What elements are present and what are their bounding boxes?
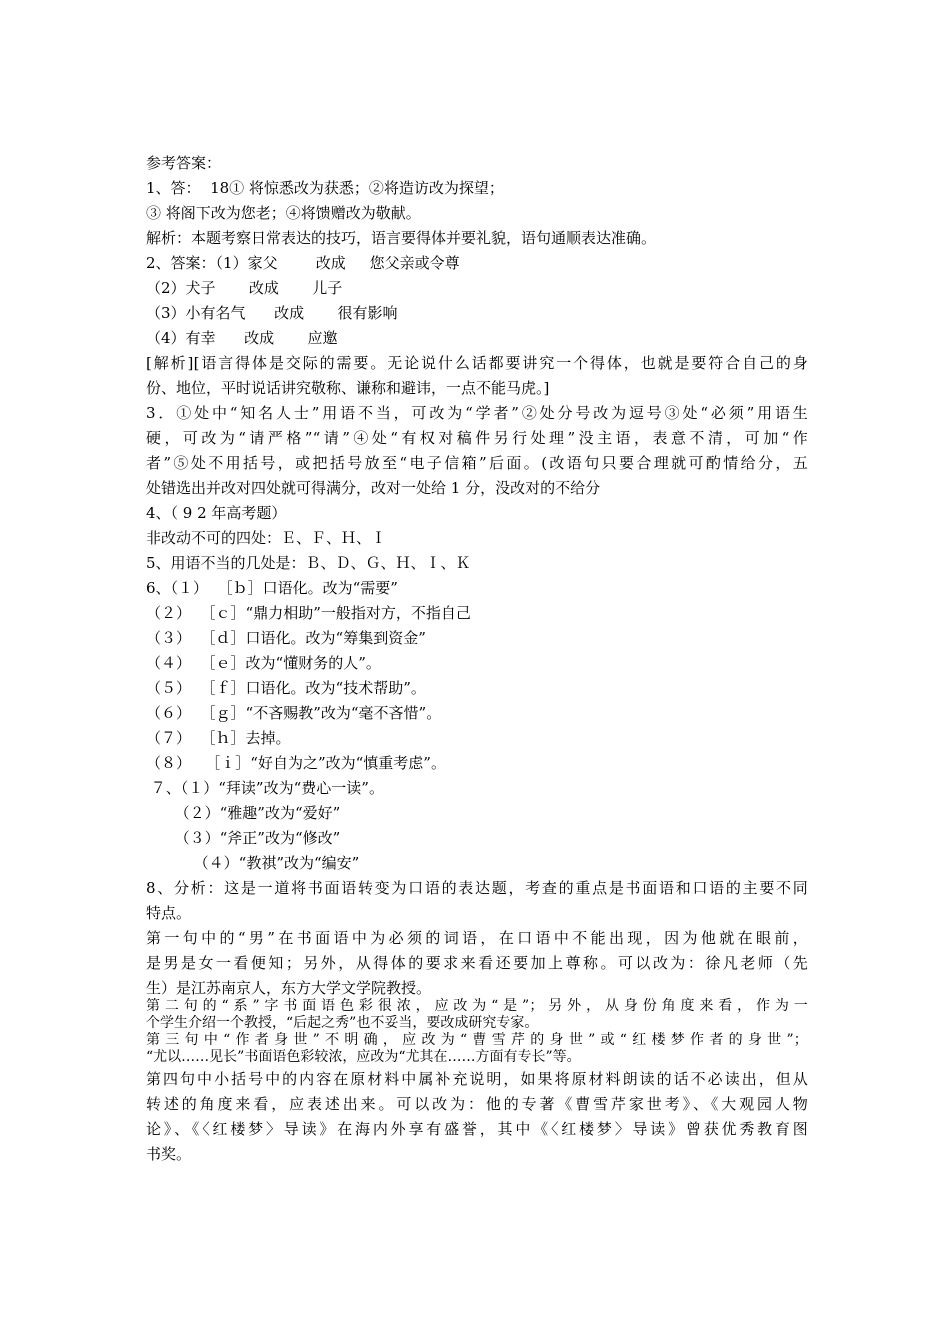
answer-4-line-2: 非改动不可的四处：Ｅ、Ｆ、Ｈ、Ｉ <box>146 529 387 547</box>
answer-7-item-3: （３）“斧正”改为“修改” <box>146 829 341 847</box>
answer-7-item-2: （２）“雅趣”改为“爱好” <box>146 804 341 822</box>
answer-8-para-2-line-2: 个学生介绍一个教授，“后起之秀”也不妥当，要改成研究专家。 <box>146 1015 539 1031</box>
answer-1-line-2: ③ 将阁下改为您老；④将馈赠改为敬献。 <box>146 204 421 222</box>
answer-8-para-1-line-3: 生）是江苏南京人，东方大学文学院教授。 <box>146 979 432 997</box>
answer-6-item-4: （４） ［ｅ］改为“懂财务的人”。 <box>146 654 381 672</box>
answer-8-line-2: 特点。 <box>146 904 192 922</box>
answer-1-line-1: 1、答： 18① 将惊悉改为获悉；②将造访改为探望； <box>146 179 504 197</box>
answer-6-item-5: （５） ［ｆ］口语化。改为“技术帮助”。 <box>146 679 426 697</box>
answer-8-para-4-line-3: 论》、《〈红楼梦〉导读》在海内外享有盛誉，其中《〈红楼梦〉导读》曾获优秀教育图 <box>146 1120 808 1138</box>
answer-2-line-2: （2）犬子 改成 儿子 <box>146 279 343 297</box>
answer-6-item-8: （８） ［ｉ］“好自为之”改为“慎重考虑”。 <box>146 754 446 772</box>
answer-8-para-4-line-1: 第四句中小括号中的内容在原材料中属补充说明，如果将原材料朗读的话不必读出，但从 <box>146 1070 808 1088</box>
answer-6-item-2: （２） ［ｃ］“鼎力相助”一般指对方，不指自己 <box>146 604 471 622</box>
answer-5: 5、用语不当的几处是：Ｂ、Ｄ、Ｇ、Ｈ、Ｉ、Ｋ <box>146 554 471 572</box>
answers-heading: 参考答案： <box>146 154 222 172</box>
answer-6-item-3: （３） ［ｄ］口语化。改为“筹集到资金” <box>146 629 426 647</box>
answer-6-item-1: 6、（１） ［ｂ］口语化。改为“需要” <box>146 579 398 597</box>
answer-2-line-1: 2、答案：（1）家父 改成 您父亲或令尊 <box>146 254 460 272</box>
answer-2-analysis-line-1: [解析][语言得体是交际的需要。无论说什么话都要讲究一个得体，也就是要符合自己的身 <box>146 354 808 372</box>
answer-8-para-3-line-1: 第三句中“作者身世”不明确，应改为“曹雪芹的身世”或“红楼梦作者的身世”； <box>146 1032 808 1048</box>
answer-6-item-6: （６） ［ｇ］“不吝赐教”改为“毫不吝惜”。 <box>146 704 442 722</box>
answer-2-line-3: （3）小有名气 改成 很有影响 <box>146 304 398 322</box>
answer-8-para-4-line-2: 转述的角度来看，应表述出来。可以改为：他的专著《曹雪芹家世考》、《大观园人物 <box>146 1095 808 1113</box>
answer-2-analysis-line-2: 份、地位，平时说话讲究敬称、谦称和避讳，一点不能马虎。] <box>146 379 550 397</box>
answer-3-line-2: 硬，可改为“请严格”“请”④处“有权对稿件另行处理”没主语，表意不清，可加“作 <box>146 429 808 447</box>
answer-7-item-1: ７、（１）“拜读”改为“费心一读”。 <box>146 779 384 797</box>
answer-2-line-4: （4）有幸 改成 应邀 <box>146 329 338 347</box>
answer-8-line-1: 8、分析：这是一道将书面语转变为口语的表达题，考查的重点是书面语和口语的主要不同 <box>146 879 808 897</box>
answer-8-para-4-line-4: 书奖。 <box>146 1145 192 1163</box>
answer-8-para-3-line-2: “尤以……见长”书面语色彩较浓，应改为“尤其在……方面有专长”等。 <box>146 1049 581 1065</box>
answer-3-line-1: 3．①处中“知名人士”用语不当，可改为“学者”②处分号改为逗号③处“必须”用语生 <box>146 404 808 422</box>
answer-4-line-1: 4、（ 9 2 年高考题） <box>146 504 287 522</box>
answer-8-para-1-line-1: 第一句中的“男”在书面语中为必须的词语，在口语中不能出现，因为他就在眼前， <box>146 929 808 947</box>
answer-3-line-4: 处错选出并改对四处就可得满分，改对一处给 1 分，没改对的不给分 <box>146 479 601 497</box>
answer-8-para-1-line-2: 是男是女一看便知；另外，从得体的要求来看还要加上尊称。可以改为：徐凡老师（先 <box>146 954 808 972</box>
answer-6-item-7: （７） ［ｈ］去掉。 <box>146 729 291 747</box>
answer-7-item-4: （４）“教祺”改为“编安” <box>146 854 360 872</box>
answer-1-analysis: 解析：本题考察日常表达的技巧，语言要得体并要礼貌，语句通顺表达准确。 <box>146 229 657 247</box>
answer-3-line-3: 者”⑤处不用括号，或把括号放至“电子信箱”后面。(改语句只要合理就可酌情给分，五 <box>146 454 808 472</box>
answer-8-para-2-line-1: 第二句的“系”字书面语色彩很浓，应改为“是”；另外，从身份角度来看，作为一 <box>146 998 808 1014</box>
